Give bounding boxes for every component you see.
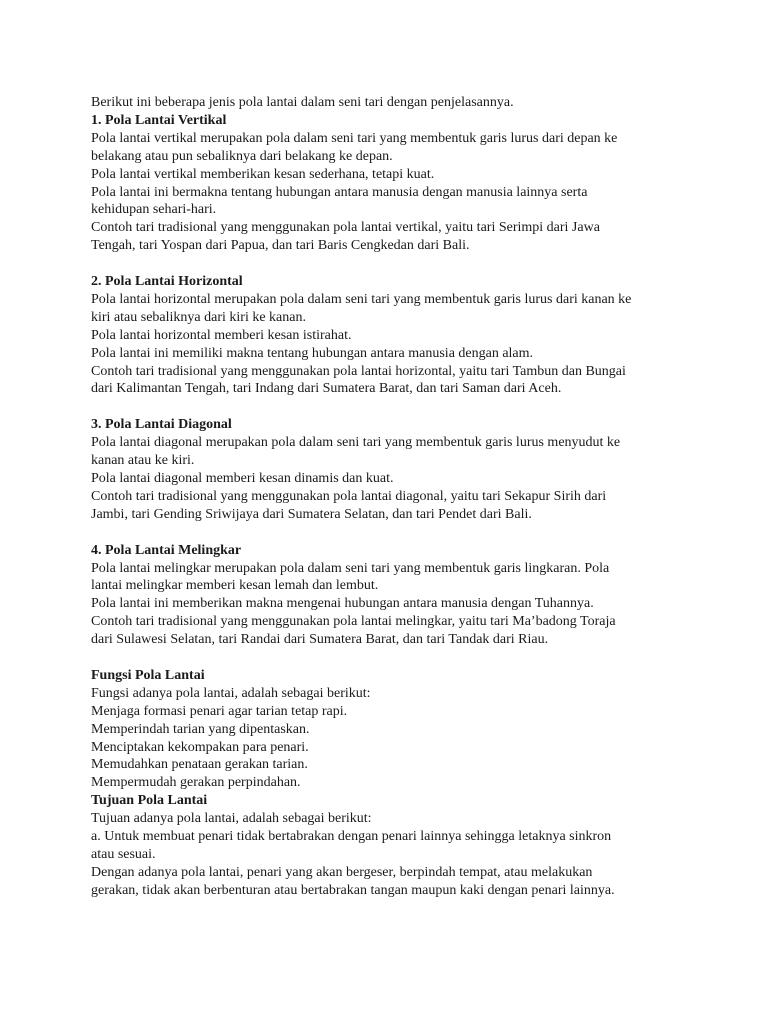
paragraph-line: kanan atau ke kiri. (91, 453, 195, 469)
section-fungsi (91, 667, 691, 792)
document-page (91, 94, 691, 900)
list-item: Mempermudah gerakan perpindahan. (91, 775, 301, 791)
paragraph-line: Pola lantai ini bermakna tentang hubungan antara manusia dengan manusia lainnya serta (91, 184, 588, 200)
paragraph-line: dari Kalimantan Tengah, tari Indang dari Sumatera Barat, dan tari Saman dari Aceh. (91, 381, 562, 397)
paragraph-line: Dengan adanya pola lantai, penari yang akan bergeser, berpindah tempat, atau melakukan (91, 864, 593, 880)
paragraph-line: Fungsi adanya pola lantai, adalah sebagai berikut: (91, 685, 371, 701)
paragraph-gap (91, 255, 691, 273)
paragraph-line: Pola lantai diagonal merupakan pola dalam seni tari yang membentuk garis lurus menyudut ke (91, 435, 621, 451)
paragraph-line: Pola lantai horizontal memberi kesan istirahat. (91, 327, 352, 343)
section-heading: 1. Pola Lantai Vertikal (91, 112, 227, 128)
paragraph-line: Pola lantai ini memiliki makna tentang hubungan antara manusia dengan alam. (91, 345, 534, 361)
section-heading: 3. Pola Lantai Diagonal (91, 417, 232, 433)
paragraph-line: Contoh tari tradisional yang menggunakan pola lantai vertikal, yaitu tari Serimpi dari Jawa (91, 220, 600, 236)
paragraph-line: lantai melingkar memberi kesan lemah dan lembut. (91, 578, 379, 594)
paragraph-line: Pola lantai horizontal merupakan pola dalam seni tari yang membentuk garis lurus dari kanan ke (91, 291, 632, 307)
paragraph-line: Contoh tari tradisional yang menggunakan pola lantai diagonal, yaitu tari Sekapur Sirih dari (91, 488, 607, 504)
list-item: Menjaga formasi penari agar tarian tetap rapi. (91, 703, 348, 719)
paragraph-line: Contoh tari tradisional yang menggunakan pola lantai horizontal, yaitu tari Tambun dan Bungai (91, 363, 626, 379)
paragraph-line: Pola lantai diagonal memberi kesan dinamis dan kuat. (91, 471, 394, 486)
paragraph-line: kiri atau sebaliknya dari kiri ke kanan. (91, 309, 306, 325)
paragraph-line: dari Sulawesi Selatan, tari Randai dari Sumatera Barat, dan tari Tandak dari Riau. (91, 632, 549, 648)
paragraph-line: Pola lantai vertikal merupakan pola dalam seni tari yang membentuk garis lurus dari depan ke (91, 130, 618, 146)
paragraph-line: belakang atau pun sebaliknya dari belakang ke depan. (91, 148, 393, 164)
paragraph-line: Jambi, tari Gending Sriwijaya dari Sumatera Selatan, dan tari Pendet dari Bali. (91, 506, 532, 522)
list-item: Menciptakan kekompakan para penari. (91, 739, 309, 755)
section-tujuan (91, 792, 691, 899)
paragraph-gap (91, 524, 691, 542)
paragraph-line: Pola lantai melingkar merupakan pola dalam seni tari yang membentuk garis lingkaran. Pola (91, 560, 610, 576)
list-item: Memudahkan penataan gerakan tarian. (91, 757, 308, 773)
paragraph-gap (91, 649, 691, 667)
paragraph-line: Tujuan adanya pola lantai, adalah sebagai berikut: (91, 811, 372, 827)
paragraph-line: Contoh tari tradisional yang menggunakan pola lantai melingkar, yaitu tari Ma’badong Toraja (91, 614, 616, 630)
section-heading: 4. Pola Lantai Melingkar (91, 542, 242, 558)
paragraph-gap (91, 398, 691, 416)
section-diagonal (91, 416, 691, 523)
paragraph-line: Tengah, tari Yospan dari Papua, dan tari Baris Cengkedan dari Bali. (91, 238, 470, 254)
paragraph-line: Pola lantai ini memberikan makna mengenai hubungan antara manusia dengan Tuhannya. (91, 596, 594, 612)
section-heading: Fungsi Pola Lantai (91, 667, 205, 683)
paragraph-line: a. Untuk membuat penari tidak bertabrakan dengan penari lainnya sehingga letaknya sinkron (91, 829, 612, 845)
paragraph-line: gerakan, tidak akan berbenturan atau bertabrakan tangan maupun kaki dengan penari lainnya. (91, 882, 615, 898)
paragraph-line: kehidupan sehari-hari. (91, 202, 217, 218)
section-vertikal (91, 112, 691, 255)
section-heading: 2. Pola Lantai Horizontal (91, 274, 243, 290)
paragraph-line: atau sesuai. (91, 847, 156, 862)
section-horizontal (91, 273, 691, 398)
list-item: Memperindah tarian yang dipentaskan. (91, 721, 310, 737)
section-melingkar (91, 542, 691, 649)
section-heading: Tujuan Pola Lantai (91, 793, 208, 809)
paragraph-line: Pola lantai vertikal memberikan kesan sederhana, tetapi kuat. (91, 166, 435, 182)
intro-text: Berikut ini beberapa jenis pola lantai dalam seni tari dengan penjelasannya. (91, 95, 514, 110)
